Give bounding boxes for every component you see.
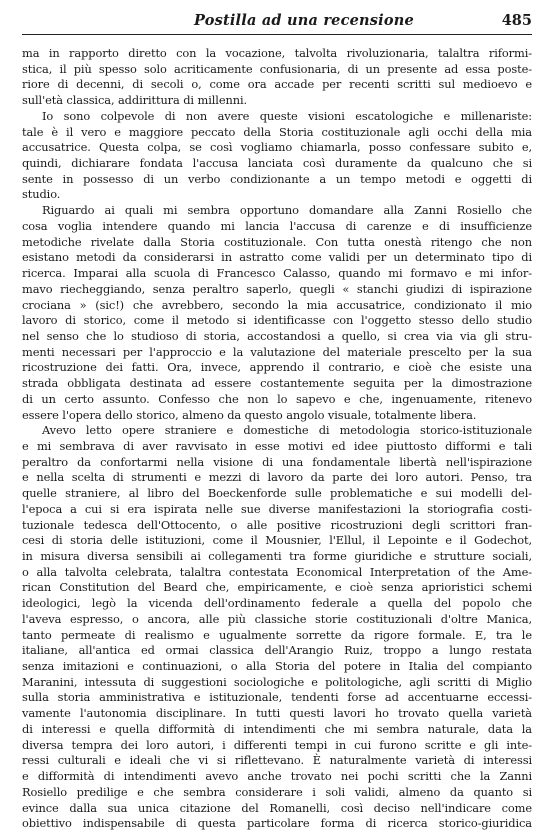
- text-line: crociana » (sic!) che avrebbero, secondo la mia accusatrice, condizionato il mio: [22, 297, 532, 312]
- text-line: tanto permeate di realismo e ugualmente sorrette da rigore formale. E, tra le: [22, 627, 532, 642]
- text-line: l'aveva espresso, o ancora, alle più classiche storie costituzionali d'oltre Manica,: [22, 611, 532, 626]
- text-line: sull'età classica, addirittura di millenni.: [22, 93, 248, 108]
- text-line: in misura diversa sensibili ai collegamenti tra forme giuridiche e strutture sociali,: [22, 549, 532, 563]
- text-line: nel senso che lo studioso di storia, accostandosi a quello, si crea via via gli stru-: [22, 328, 532, 343]
- text-line: Io sono colpevole di non avere queste visioni escatologiche e millenariste:: [42, 108, 532, 123]
- text-line: tuzionale tedesca dell'Ottocento, o alle positive ricostruzioni degli scrittori fran-: [22, 517, 532, 532]
- text-line: rican Constitution del Beard che, empiricamente, e cioè senza aprioristici schemi: [22, 580, 532, 595]
- text-line: l'epoca a cui si era ispirata nelle sue diverse manifestazioni la storiografia costi-: [22, 501, 532, 516]
- text-line: essere l'opera dello storico, almeno da questo angolo visuale, totalmente libera.: [22, 407, 477, 422]
- text-line: stica, il più spesso solo acriticamente confusionaria, di un presente ad essa poste-: [22, 61, 532, 76]
- text-line: di interessi e quella difformità di intendimenti che mi sembra naturale, data la: [22, 721, 532, 736]
- text-line: ideologici, legò la vicenda dell'ordinamento federale a quella del popolo che: [22, 596, 532, 611]
- header-rule: [22, 34, 532, 35]
- text-line: esistano metodi da considerarsi in astratto come validi per un determinato tipo di: [22, 250, 532, 265]
- text-line: metodiche rivelate dalla Storia costituzionale. Con tutta onestà ritengo che non: [22, 234, 532, 249]
- text-line: Maranini, intessuta di suggestioni sociologiche e politologiche, agli scritti di Miglio: [22, 674, 532, 689]
- running-title: Postilla ad una recensione: [194, 12, 414, 29]
- text-line: sente in possesso di un verbo condizionante a un tempo metodi e oggetti di: [22, 171, 532, 186]
- text-line: diversa tempra dei loro autori, i differenti tempi in cui furono scritte e gli inte-: [22, 737, 532, 752]
- text-line: vamente l'autonomia disciplinare. In tutti questi lavori ho trovato quella varietà: [22, 706, 532, 721]
- text-line: menti necessari per l'approccio e la valutazione del materiale prescelto per la sua: [22, 344, 532, 359]
- text-line: e difformità di intendimenti avevo anche trovato nei pochi scritti che la Zanni: [22, 769, 532, 784]
- text-line: evince dalla sua unica citazione del Romanelli, così deciso nell'indicare come: [22, 800, 532, 815]
- text-line: ressi culturali e ideali che vi si riflettevano. È naturalmente varietà di interessi: [22, 753, 532, 768]
- text-line: Rosiello predilige e che sembra considerare i soli validi, almeno da quanto si: [22, 784, 532, 799]
- text-line: e nella scelta di strumenti e mezzi di lavoro da parte dei loro autori. Penso, tra: [22, 470, 532, 485]
- text-line: peraltro da confortarmi nella visione di una fondamentale libertà nell'ispirazione: [22, 454, 532, 469]
- text-line: strada obbligata destinata ad essere costantemente seguita per la dimostrazione: [22, 376, 532, 391]
- text-line: obiettivo indispensabile di questa particolare forma di ricerca storico-giuridica: [22, 816, 532, 831]
- text-line: ma in rapporto diretto con la vocazione, talvolta rivoluzionaria, talaltra riformi-: [22, 46, 532, 60]
- text-line: lavoro di storico, come il metodo si identificasse con l'oggetto stesso dello studio: [22, 313, 532, 328]
- text-line: quelle straniere, al libro del Boeckenforde sulle problematiche e sui modelli del-: [22, 486, 532, 501]
- text-line: ricostruzione dei fatti. Ora, invece, apprendo il contrario, e cioè che esiste una: [22, 360, 532, 375]
- page-number: 485: [501, 12, 532, 29]
- body-text: [22, 46, 532, 832]
- text-line: e mi sembrava di aver ravvisato in esse motivi ed idee piuttosto difformi e tali: [22, 438, 532, 453]
- text-line: quindi, dichiarare fondata l'accusa lanciata così duramente da qualcuno che si: [22, 156, 532, 171]
- text-line: di un certo assunto. Confesso che non lo sapevo e che, ingenuamente, ritenevo: [22, 391, 532, 406]
- text-line: riore di decenni, di secoli o, come ora accade per recenti scritti sul medioevo e: [22, 77, 532, 92]
- text-line: Riguardo ai quali mi sembra opportuno domandare alla Zanni Rosiello che: [42, 203, 532, 218]
- text-line: sulla storia amministrativa e istituzionale, tendenti forse ad accentuarne eccessi-: [22, 690, 532, 705]
- page-header: [22, 12, 532, 34]
- text-line: tale è il vero e maggiore peccato della Storia costituzionale agli occhi della mia: [22, 124, 532, 139]
- text-line: cesi di storia delle istituzioni, come il Mousnier, l'Ellul, il Lepointe e il Godechot,: [22, 533, 532, 548]
- text-line: mavo riecheggiando, senza peraltro saperlo, quegli « stanchi giudizi di ispirazione: [22, 281, 532, 296]
- text-line: senza imitazioni e continuazioni, o alla Storia del potere in Italia del compianto: [22, 659, 532, 674]
- text-line: accusatrice. Questa colpa, se così vogliamo chiamarla, posso confessare subito e,: [22, 140, 532, 155]
- text-line: Avevo letto opere straniere e domestiche di metodologia storico-istituzionale: [42, 423, 532, 438]
- text-line: ricerca. Imparai alla scuola di Francesco Calasso, quando mi formavo e mi infor-: [22, 266, 532, 281]
- text-line: cosa voglia intendere quando mi lancia l'accusa di carenze e di insufficienze: [22, 218, 532, 233]
- text-line: o alla talvolta celebrata, talaltra contestata Economical Interpretation of the Ame-: [22, 564, 532, 579]
- text-line: italiane, all'antica ed ormai classica dell'Arangio Ruiz, troppo a lungo restata: [22, 643, 532, 658]
- text-line: studio.: [22, 187, 61, 202]
